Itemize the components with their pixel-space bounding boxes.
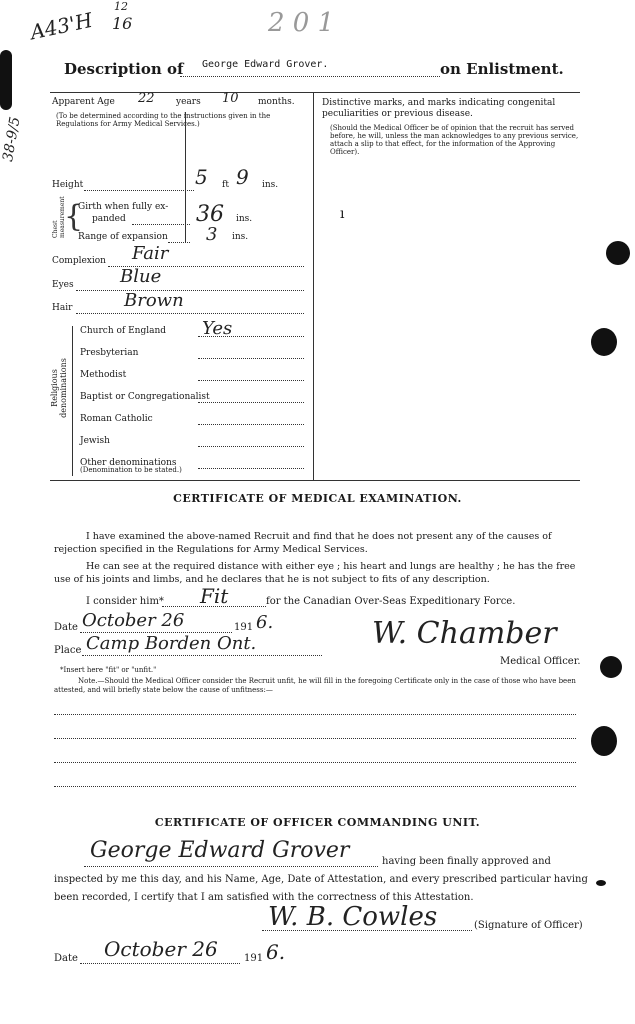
punch-hole: [591, 328, 617, 356]
margin-regimental-number: A43'H: [28, 7, 95, 45]
margin-sup: 12: [114, 0, 128, 13]
religion-label-item: Baptist or Congregationalist: [80, 392, 210, 402]
officer-recruit-name: George Edward Grover: [90, 838, 350, 863]
apparent-age-label: Apparent Age: [52, 97, 115, 107]
religion-label-item: Other denominations: [80, 458, 177, 468]
religion-value: Yes: [202, 318, 233, 339]
margin-number: 16: [112, 14, 133, 33]
medical-certificate-title: CERTIFICATE OF MEDICAL EXAMINATION.: [173, 492, 462, 505]
range-label: Range of expansion: [78, 232, 168, 242]
medical-para-1: I have examined the above-named Recruit and find that he does not present any of the causes of rejection specified in the Regulations for Army Medical Services.: [54, 531, 552, 555]
ink-blot: [0, 50, 12, 110]
insert-note: *Insert here "fit" or "unfit.": [60, 666, 157, 674]
eyes-value: Blue: [120, 266, 162, 287]
medical-officer-label: Medical Officer.: [500, 656, 581, 667]
officer-date-year-prefix: 191: [244, 953, 264, 964]
unfit-note: Note.—Should the Medical Officer consider the Recruit unfit, he will fill in the foregoing Certificate only in the case of those who have been attested, and will briefly state below the cause of unfitness:—: [54, 677, 576, 694]
religion-label-item: Methodist: [80, 370, 127, 380]
height-label: Height: [52, 180, 84, 190]
religion-label-item: Jewish: [80, 436, 110, 446]
officer-line-2: inspected by me this day, and his Name, Age, Date of Attestation, and every prescribed particular having: [54, 874, 588, 885]
medical-para-2: He can see at the required distance with either eye ; his heart and lungs are healthy ; he has the free use of his joints and limbs, and he declares that he is not subject to fits of any description.: [54, 561, 576, 585]
years-label: years: [176, 97, 201, 107]
officer-date-value: October 26: [104, 937, 218, 961]
margin-stamp: 2 0 1: [268, 8, 335, 38]
range-ins-label: ins.: [232, 232, 249, 242]
months-label: months.: [258, 97, 295, 107]
officer-signature-label: (Signature of Officer): [474, 920, 583, 931]
medical-officer-signature: W. Chamber: [372, 616, 557, 651]
punch-hole: [606, 241, 630, 265]
age-note: (To be determined according to the instructions given in the Regulations for Army Medical Services.): [56, 112, 271, 128]
consider-suffix: for the Canadian Over-Seas Expeditionary Force.: [266, 596, 516, 607]
height-ins-label: ins.: [262, 180, 279, 190]
height-ft: 5: [195, 165, 208, 189]
margin-side-note: 38-9/5: [0, 115, 24, 163]
recruit-name: George Edward Grover.: [202, 59, 329, 70]
ft-label: ft: [222, 180, 229, 190]
hair-value: Brown: [124, 290, 184, 311]
officer-line-3: been recorded, I certify that I am satisfied with the correctness of this Attestation.: [54, 892, 474, 903]
hair-label: Hair: [52, 303, 73, 313]
girth-label-1: Girth when fully ex-: [78, 202, 169, 212]
age-months: 10: [222, 91, 239, 106]
religion-label-item: Church of England: [80, 326, 167, 336]
ink-mark: [596, 880, 606, 886]
eyes-label: Eyes: [52, 280, 74, 290]
girth-ins-label: ins.: [236, 214, 253, 224]
officer-signature: W. B. Cowles: [268, 902, 438, 932]
punch-hole: [591, 726, 617, 756]
distinctive-marks-label: Distinctive marks, and marks indicating congenital peculiarities or previous disease.: [322, 98, 556, 119]
complexion-label: Complexion: [52, 256, 106, 266]
consider-prefix: I consider him*: [86, 596, 164, 607]
place-value: Camp Borden Ont.: [86, 633, 257, 654]
medical-date-value: October 26: [82, 610, 185, 631]
chest-label: Chest measurement: [52, 196, 66, 238]
place-label: Place: [54, 645, 82, 656]
officer-date-year-suffix: 6.: [266, 940, 286, 964]
officer-certificate-title: CERTIFICATE OF OFFICER COMMANDING UNIT.: [154, 816, 481, 829]
header-prefix: Description of: [64, 60, 184, 78]
distinctive-marks-note: (Should the Medical Officer be of opinion that the recruit has served before, he will, unless the man acknowledges to any previous service, attach a slip to that effect, for the information of the Approving Officer).: [330, 124, 579, 156]
girth-label-2: panded: [92, 214, 126, 224]
religion-label-item: Presbyterian: [80, 348, 139, 358]
punch-hole: [600, 656, 622, 678]
religion-label: Religious denominations: [50, 358, 68, 418]
header-suffix: on Enlistment.: [440, 60, 564, 78]
medical-date-year-suffix: 6.: [256, 612, 274, 633]
complexion-value: Fair: [132, 243, 169, 264]
height-in: 9: [236, 165, 249, 189]
religion-label-item: Roman Catholic: [80, 414, 153, 424]
fit-value: Fit: [200, 584, 229, 608]
girth-value: 36: [196, 202, 224, 227]
officer-date-label: Date: [54, 953, 78, 964]
age-years: 22: [138, 91, 155, 106]
medical-date-year-prefix: 191: [234, 622, 254, 633]
other-denomination-note: (Denomination to be stated.): [80, 466, 182, 474]
medical-date-label: Date: [54, 622, 78, 633]
range-value: 3: [206, 224, 218, 245]
officer-line-1: having been finally approved and: [382, 856, 551, 867]
